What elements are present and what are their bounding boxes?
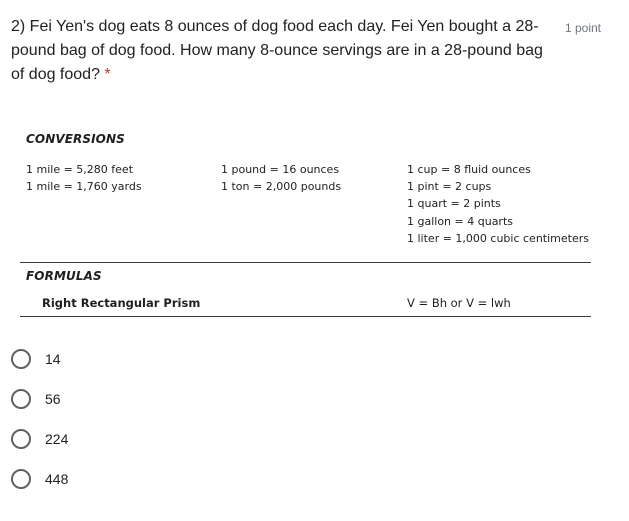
reference-sheet-image	[20, 120, 591, 320]
radio-button-icon[interactable]	[11, 349, 31, 369]
option-56[interactable]	[11, 387, 68, 411]
option-224[interactable]	[11, 427, 68, 451]
radio-button-icon[interactable]	[11, 469, 31, 489]
conversion-line: 1 gallon = 4 quarts	[407, 214, 513, 228]
length-conversions	[26, 161, 142, 195]
conversion-line: 1 ton = 2,000 pounds	[221, 180, 342, 194]
volume-conversions	[407, 161, 589, 247]
question-text	[11, 15, 546, 87]
option-448[interactable]	[11, 467, 68, 491]
prism-formula: V = Bh or V = lwh	[407, 296, 511, 310]
option-label: 56	[45, 391, 61, 407]
conversion-line: 1 liter = 1,000 cubic centimeters	[407, 231, 589, 245]
answer-options	[11, 347, 68, 507]
conversion-line: 1 quart = 2 pints	[407, 197, 501, 211]
conversion-line: 1 mile = 1,760 yards	[26, 180, 142, 194]
weight-conversions	[221, 161, 341, 195]
formulas-title: FORMULAS	[26, 269, 102, 283]
option-label: 14	[45, 351, 61, 367]
points-label: 1 point	[564, 21, 601, 35]
conversion-line: 1 cup = 8 fluid ounces	[407, 163, 531, 176]
divider-bottom	[20, 316, 591, 317]
conversion-line: 1 pound = 16 ounces	[221, 163, 340, 176]
radio-button-icon[interactable]	[11, 389, 31, 409]
radio-button-icon[interactable]	[11, 429, 31, 449]
conversion-line: 1 pint = 2 cups	[407, 180, 492, 194]
conversions-title: CONVERSIONS	[26, 132, 125, 146]
required-marker: *	[104, 66, 111, 83]
question-body: 2) Fei Yen's dog eats 8 ounces of dog food each day. Fei Yen bought a 28-pound bag of dog food. How many 8-ounce servings are in a 28-pound bag of dog food?	[11, 18, 543, 83]
option-label: 448	[45, 471, 69, 487]
conversion-line: 1 mile = 5,280 feet	[26, 163, 134, 176]
prism-label: Right Rectangular Prism	[42, 296, 201, 310]
option-14[interactable]	[11, 347, 68, 371]
divider-top	[20, 262, 591, 263]
option-label: 224	[45, 431, 69, 447]
